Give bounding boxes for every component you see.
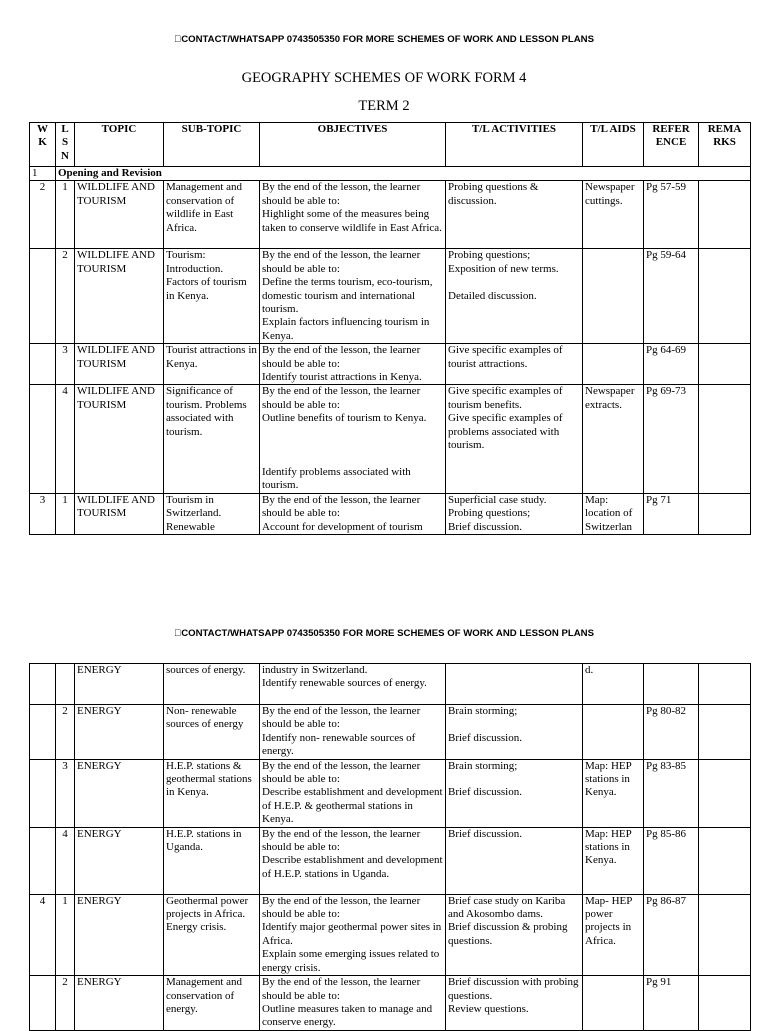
topic-cell: ENERGY: [75, 705, 164, 760]
objectives-cell: By the end of the lesson, the learner should be able to: Identify non- renewable sources of energy.: [260, 705, 446, 760]
lesson-cell: 4: [56, 827, 75, 894]
week-cell: [30, 249, 56, 344]
col-header-week: W K: [30, 123, 56, 167]
opening-week: 1: [30, 167, 56, 181]
aids-cell: d.: [583, 664, 644, 705]
aids-cell: [583, 976, 644, 1031]
aids-cell: Map: location of Switzerlan: [583, 493, 644, 534]
topic-cell: ENERGY: [75, 759, 164, 827]
topic-cell: WILDLIFE AND TOURISM: [75, 344, 164, 385]
aids-cell: Map: HEP stations in Kenya.: [583, 827, 644, 894]
term-label: TERM 2: [358, 98, 410, 114]
topic-cell: ENERGY: [75, 827, 164, 894]
reference-cell: Pg 86-87: [644, 894, 699, 975]
activities-cell: Probing questions; Exposition of new terms. Detailed discussion.: [446, 249, 583, 344]
schemes-table-page-1: [29, 122, 751, 535]
objectives-cell: By the end of the lesson, the learner should be able to: Account for development of tourism: [260, 493, 446, 534]
remarks-cell: [699, 705, 751, 760]
subtopic-cell: Non- renewable sources of energy: [164, 705, 260, 760]
lesson-cell: 3: [56, 344, 75, 385]
page-title: GEOGRAPHY SCHEMES OF WORK FORM 4: [241, 70, 527, 86]
reference-cell: Pg 71: [644, 493, 699, 534]
col-header-reference: REFER ENCE: [644, 123, 699, 167]
remarks-cell: [699, 759, 751, 827]
activities-cell: Brief discussion.: [446, 827, 583, 894]
col-header-topic: TOPIC: [75, 123, 164, 167]
objectives-cell: By the end of the lesson, the learner should be able to: Describe establishment and development of H.E.P. & geothermal stations in Kenya.: [260, 759, 446, 827]
remarks-cell: [699, 976, 751, 1031]
objectives-cell: By the end of the lesson, the learner should be able to: Outline measures taken to manage and conserve energy.: [260, 976, 446, 1031]
aids-cell: Map- HEP power projects in Africa.: [583, 894, 644, 975]
remarks-cell: [699, 827, 751, 894]
week-cell: [30, 759, 56, 827]
activities-cell: [446, 664, 583, 705]
table-row: [30, 827, 751, 894]
objectives-cell: By the end of the lesson, the learner should be able to: Outline benefits of tourism to Kenya. Identify problems associated with tourism.: [260, 385, 446, 493]
subtopic-cell: Tourist attractions in Kenya.: [164, 344, 260, 385]
topic-cell: WILDLIFE AND TOURISM: [75, 385, 164, 493]
remarks-cell: [699, 894, 751, 975]
remarks-cell: [699, 664, 751, 705]
opening-row: [30, 167, 751, 181]
table-row: [30, 664, 751, 705]
objectives-cell: By the end of the lesson, the learner should be able to: Define the terms tourism, eco-tourism, domestic tourism and international tourism. Explain factors influencing tourism in Kenya.: [260, 249, 446, 344]
table-header-row: [30, 123, 751, 167]
topic-cell: WILDLIFE AND TOURISM: [75, 493, 164, 534]
aids-cell: Newspaper cuttings.: [583, 181, 644, 249]
table-row: [30, 249, 751, 344]
reference-cell: Pg 59-64: [644, 249, 699, 344]
lesson-cell: 1: [56, 493, 75, 534]
table-row: [30, 385, 751, 493]
objectives-cell: By the end of the lesson, the learner should be able to: Describe establishment and development of H.E.P. stations in Uganda.: [260, 827, 446, 894]
objectives-cell: By the end of the lesson, the learner should be able to: Identify tourist attractions in Kenya.: [260, 344, 446, 385]
col-header-activities: T/L ACTIVITIES: [446, 123, 583, 167]
reference-cell: Pg 91: [644, 976, 699, 1031]
objectives-cell: By the end of the lesson, the learner should be able to: Highlight some of the measures being taken to conserve wildlife in East Africa.: [260, 181, 446, 249]
subtopic-cell: H.E.P. stations & geothermal stations in Kenya.: [164, 759, 260, 827]
schemes-table-page-2: [29, 663, 751, 1031]
page-header-contact-2:  CONTACT/WHATSAPP 0743505350 FOR MORE SCHEMES OF WORK AND LESSON PLANS: [174, 628, 594, 639]
aids-cell: Newspaper extracts.: [583, 385, 644, 493]
lesson-cell: 2: [56, 976, 75, 1031]
activities-cell: Brief case study on Kariba and Akosombo dams. Brief discussion & probing questions.: [446, 894, 583, 975]
week-cell: 4: [30, 894, 56, 975]
subtopic-cell: Tourism: Introduction. Factors of tourism in Kenya.: [164, 249, 260, 344]
reference-cell: Pg 57-59: [644, 181, 699, 249]
week-cell: [30, 976, 56, 1031]
lesson-cell: 4: [56, 385, 75, 493]
table-row: [30, 181, 751, 249]
remarks-cell: [699, 385, 751, 493]
topic-cell: WILDLIFE AND TOURISM: [75, 249, 164, 344]
reference-cell: Pg 64-69: [644, 344, 699, 385]
lesson-cell: [56, 664, 75, 705]
col-header-aids: T/L AIDS: [583, 123, 644, 167]
opening-text: Opening and Revision: [56, 167, 751, 181]
aids-cell: [583, 344, 644, 385]
aids-cell: [583, 249, 644, 344]
table-row: [30, 976, 751, 1031]
week-cell: 2: [30, 181, 56, 249]
topic-cell: ENERGY: [75, 894, 164, 975]
reference-cell: Pg 85-86: [644, 827, 699, 894]
remarks-cell: [699, 493, 751, 534]
col-header-objectives: OBJECTIVES: [260, 123, 446, 167]
subtopic-cell: sources of energy.: [164, 664, 260, 705]
objectives-cell: industry in Switzerland. Identify renewable sources of energy.: [260, 664, 446, 705]
reference-cell: Pg 80-82: [644, 705, 699, 760]
activities-cell: Give specific examples of tourist attractions.: [446, 344, 583, 385]
subtopic-cell: H.E.P. stations in Uganda.: [164, 827, 260, 894]
activities-cell: Brief discussion with probing questions. Review questions.: [446, 976, 583, 1031]
reference-cell: Pg 69-73: [644, 385, 699, 493]
lesson-cell: 1: [56, 894, 75, 975]
lesson-cell: 2: [56, 249, 75, 344]
activities-cell: Brain storming; Brief discussion.: [446, 705, 583, 760]
reference-cell: Pg 83-85: [644, 759, 699, 827]
week-cell: [30, 827, 56, 894]
week-cell: [30, 385, 56, 493]
col-header-remarks: REMA RKS: [699, 123, 751, 167]
week-cell: [30, 664, 56, 705]
reference-cell: [644, 664, 699, 705]
activities-cell: Give specific examples of tourism benefits. Give specific examples of problems associated with tourism.: [446, 385, 583, 493]
col-header-lesson: L S N: [56, 123, 75, 167]
subtopic-cell: Tourism in Switzerland. Renewable: [164, 493, 260, 534]
activities-cell: Probing questions & discussion.: [446, 181, 583, 249]
week-cell: [30, 705, 56, 760]
table-row: [30, 705, 751, 760]
table-row: [30, 759, 751, 827]
topic-cell: WILDLIFE AND TOURISM: [75, 181, 164, 249]
col-header-subtopic: SUB-TOPIC: [164, 123, 260, 167]
activities-cell: Superficial case study. Probing questions; Brief discussion.: [446, 493, 583, 534]
subtopic-cell: Management and conservation of energy.: [164, 976, 260, 1031]
objectives-cell: By the end of the lesson, the learner should be able to: Identify major geothermal power sites in Africa. Explain some emerging issues related to energy crisis.: [260, 894, 446, 975]
remarks-cell: [699, 181, 751, 249]
remarks-cell: [699, 249, 751, 344]
aids-cell: [583, 705, 644, 760]
remarks-cell: [699, 344, 751, 385]
table-row: [30, 344, 751, 385]
lesson-cell: 3: [56, 759, 75, 827]
week-cell: [30, 344, 56, 385]
table-row: [30, 894, 751, 975]
topic-cell: ENERGY: [75, 664, 164, 705]
subtopic-cell: Significance of tourism. Problems associated with tourism.: [164, 385, 260, 493]
aids-cell: Map: HEP stations in Kenya.: [583, 759, 644, 827]
lesson-cell: 2: [56, 705, 75, 760]
page-header-contact:  CONTACT/WHATSAPP 0743505350 FOR MORE SCHEMES OF WORK AND LESSON PLANS: [174, 34, 594, 45]
lesson-cell: 1: [56, 181, 75, 249]
subtopic-cell: Management and conservation of wildlife in East Africa.: [164, 181, 260, 249]
week-cell: 3: [30, 493, 56, 534]
subtopic-cell: Geothermal power projects in Africa. Energy crisis.: [164, 894, 260, 975]
table-row: [30, 493, 751, 534]
activities-cell: Brain storming; Brief discussion.: [446, 759, 583, 827]
topic-cell: ENERGY: [75, 976, 164, 1031]
